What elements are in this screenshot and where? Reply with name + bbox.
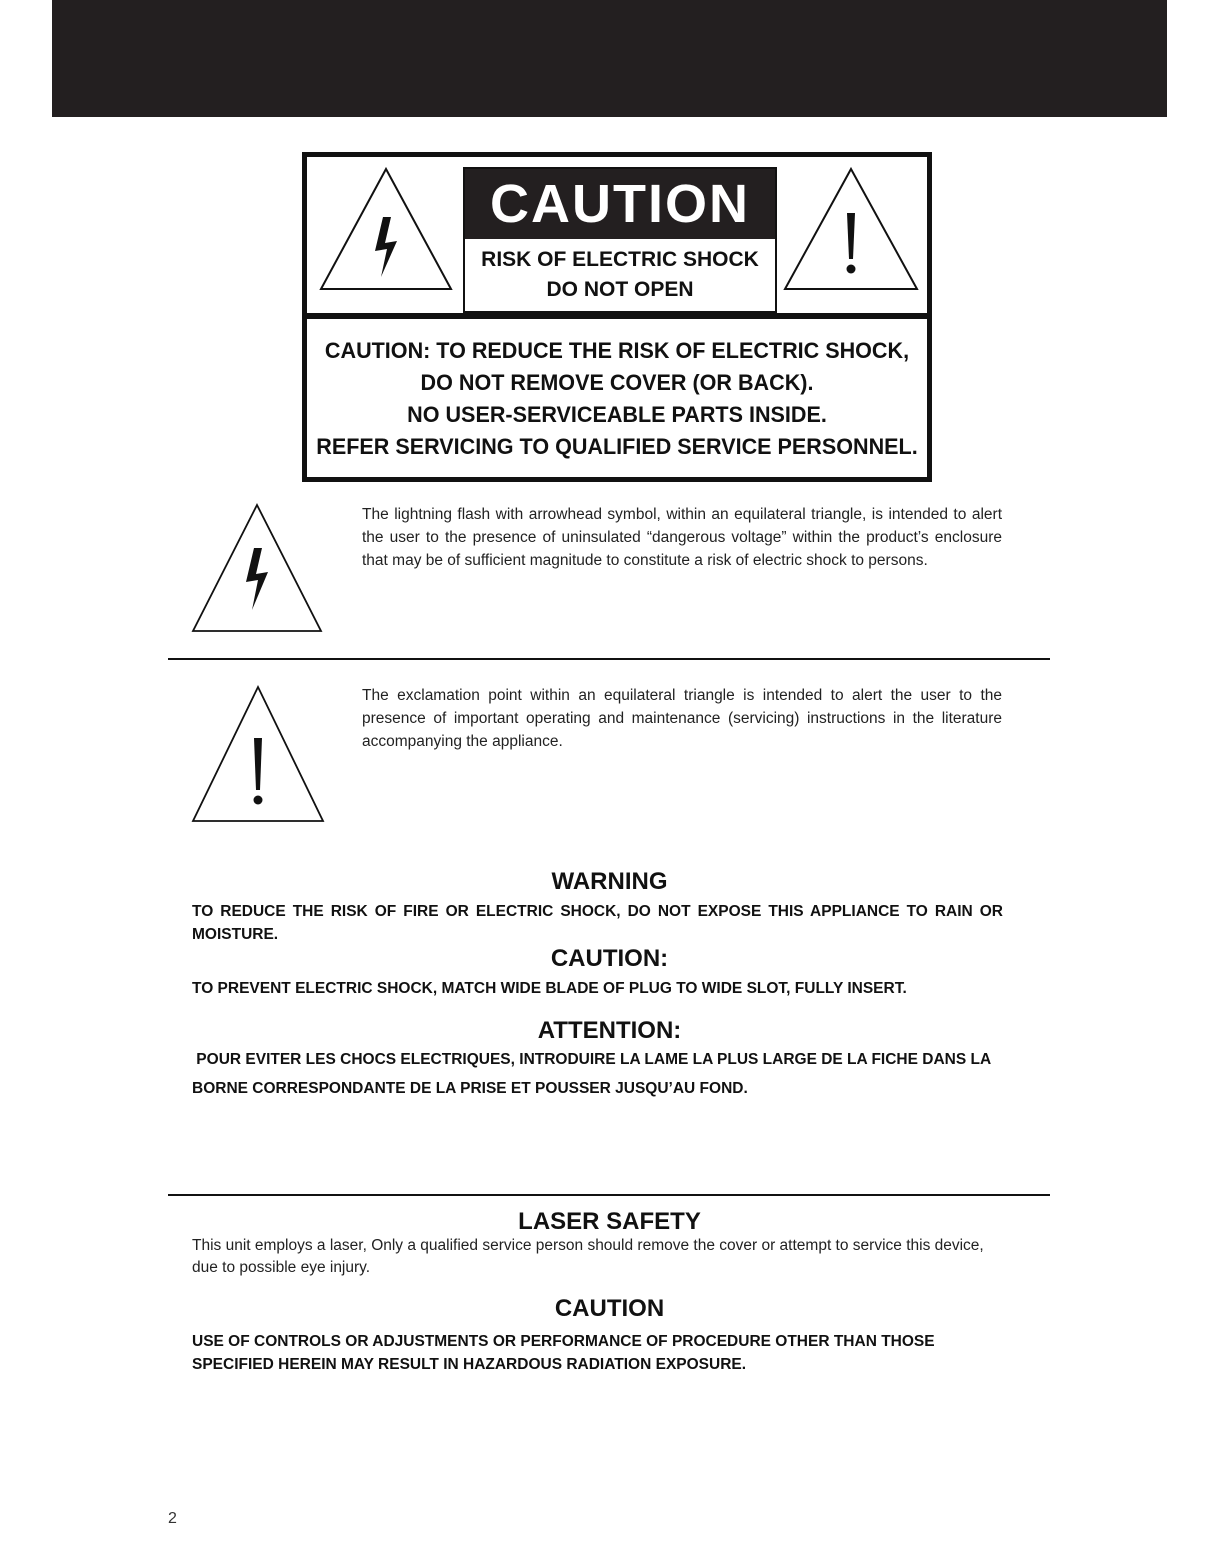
caution-label — [302, 152, 932, 482]
caution-line-1: CAUTION: TO REDUCE THE RISK OF ELECTRIC SHOCK, — [324, 338, 910, 363]
attention-line-2: BORNE CORRESPONDANTE DE LA PRISE ET POUSSER JUSQU’AU FOND. — [192, 1080, 748, 1097]
lightning-triangle-icon — [190, 502, 324, 634]
exclamation-explanation: The exclamation point within an equilateral triangle is intended to alert the user to the presence of important operating and maintenance (servicing) instructions in the literature accompanying the appliance. — [362, 687, 1002, 750]
attention-heading: ATTENTION: — [537, 1017, 682, 1044]
caution-title: CAUTION — [465, 169, 775, 239]
warning-text: TO REDUCE THE RISK OF FIRE OR ELECTRIC SHOCK, DO NOT EXPOSE THIS APPLIANCE TO RAIN OR MOISTURE. — [192, 903, 1003, 943]
label-divider — [307, 313, 927, 319]
caution-subtitle — [465, 239, 775, 305]
caution-header — [463, 167, 777, 313]
caution-subtitle-line-2: DO NOT OPEN — [546, 278, 694, 301]
laser-safety-text: This unit employs a laser, Only a qualified service person should remove the cover or attempt to service this device, due to possible eye injury. — [192, 1237, 984, 1276]
caution-laser-heading: CAUTION — [554, 1295, 665, 1322]
caution-instructions — [313, 335, 921, 463]
warning-heading: WARNING — [551, 868, 668, 895]
caution-laser-line-2: SPECIFIED HEREIN MAY RESULT IN HAZARDOUS RADIATION EXPOSURE. — [192, 1356, 747, 1373]
caution-line-2: DO NOT REMOVE COVER (OR BACK). — [420, 370, 814, 395]
caution-plug-heading: CAUTION: — [550, 945, 669, 972]
lightning-explanation: The lightning flash with arrowhead symbol, within an equilateral triangle, is intended to alert the user to the presence of uninsulated “dangerous voltage” within the product’s enclosure that may be of sufficient magnitude to constitute a risk of electric shock to persons. — [362, 506, 1002, 569]
laser-safety-heading: LASER SAFETY — [518, 1208, 701, 1235]
caution-subtitle-line-1: RISK OF ELECTRIC SHOCK — [481, 248, 759, 271]
attention-line-1: POUR EVITER LES CHOCS ELECTRIQUES, INTRODUIRE LA LAME LA PLUS LARGE DE LA FICHE DANS LA — [192, 1051, 992, 1068]
page-number: 2 — [168, 1510, 177, 1527]
lightning-warning-icon — [317, 165, 455, 293]
exclamation-warning-icon — [781, 165, 921, 293]
caution-laser-line-1: USE OF CONTROLS OR ADJUSTMENTS OR PERFORMANCE OF PROCEDURE OTHER THAN THOSE — [192, 1333, 935, 1350]
caution-line-4: REFER SERVICING TO QUALIFIED SERVICE PERSONNEL. — [316, 434, 918, 459]
caution-line-3: NO USER-SERVICEABLE PARTS INSIDE. — [407, 402, 827, 427]
section-divider — [168, 1194, 1050, 1196]
header-bar — [52, 0, 1167, 117]
exclamation-triangle-icon — [190, 684, 326, 824]
caution-plug-text: TO PREVENT ELECTRIC SHOCK, MATCH WIDE BLADE OF PLUG TO WIDE SLOT, FULLY INSERT. — [192, 980, 907, 997]
section-divider — [168, 658, 1050, 660]
